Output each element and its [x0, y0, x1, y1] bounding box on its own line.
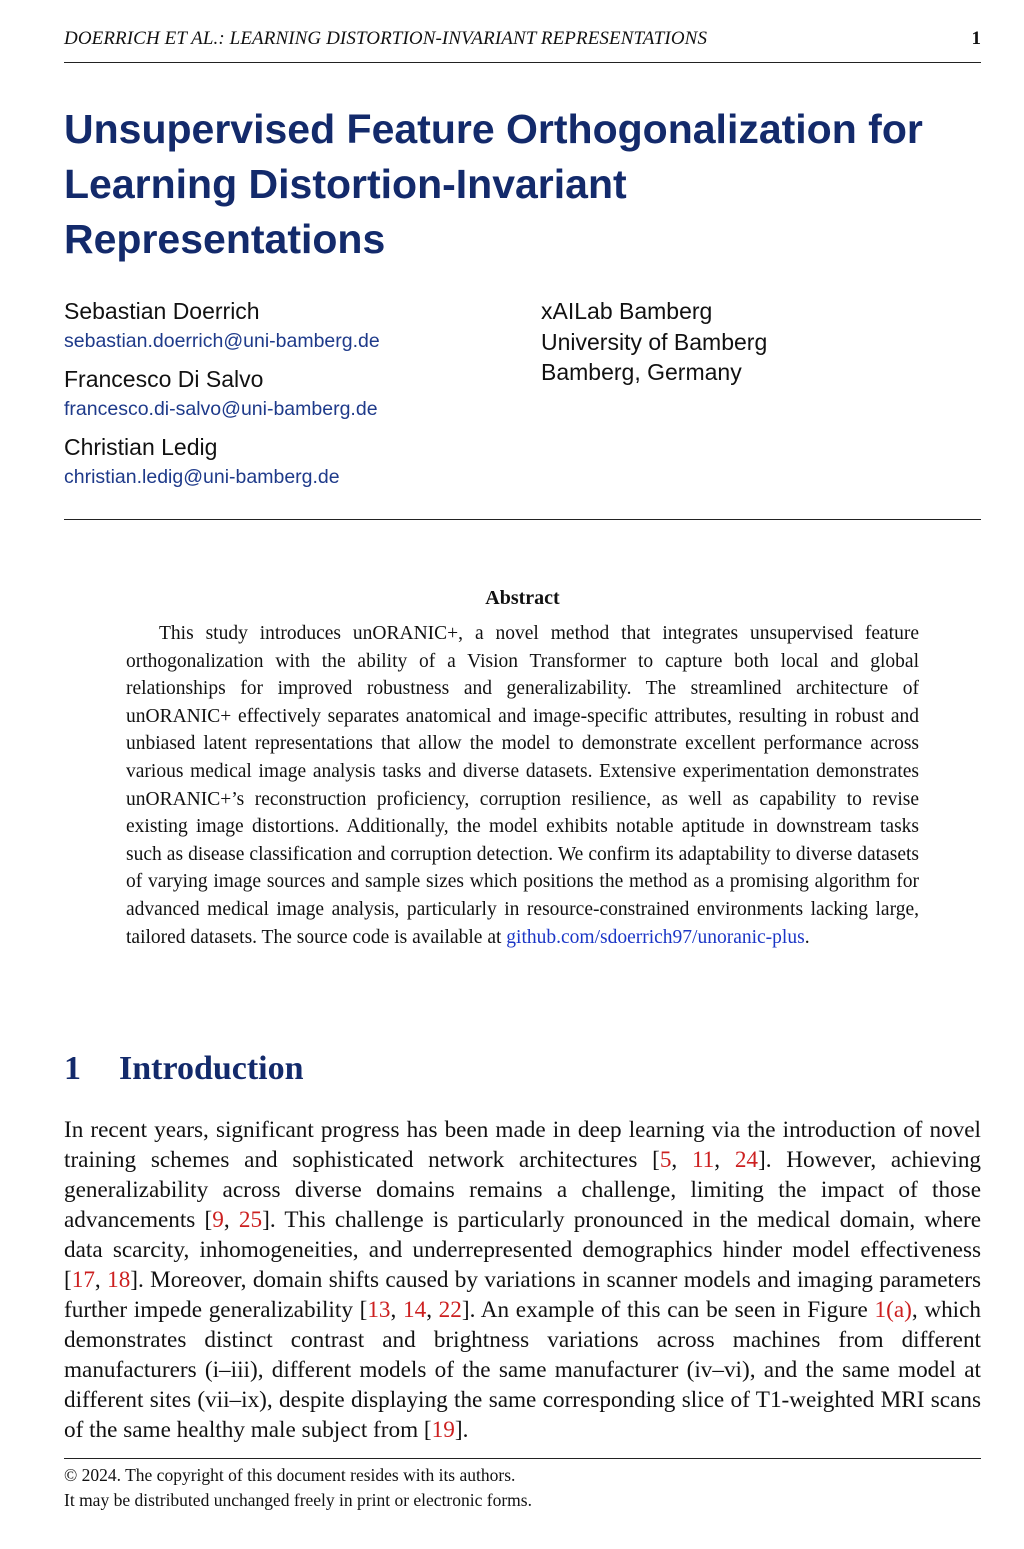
- intro-sep: ,: [714, 1147, 735, 1173]
- citation-link[interactable]: 19: [431, 1417, 455, 1443]
- intro-text: ]. An example of this can be seen in Figure: [461, 1297, 875, 1323]
- citation-link[interactable]: 18: [107, 1267, 131, 1293]
- intro-sep: ,: [94, 1267, 108, 1293]
- section-title: Introduction: [119, 1050, 304, 1087]
- intro-text: ].: [454, 1417, 469, 1443]
- citation-link[interactable]: 13: [367, 1297, 391, 1323]
- author-email-link[interactable]: christian.ledig@uni-bamberg.de: [64, 466, 340, 488]
- section-heading: [64, 1050, 304, 1088]
- intro-text: In recent years, significant progress has been made in deep learning via the introduction of novel training schemes and sophisticated network architectures [: [64, 1117, 981, 1173]
- paper-title: [64, 102, 994, 267]
- citation-link[interactable]: 11: [691, 1147, 715, 1173]
- citation-link[interactable]: 17: [71, 1267, 95, 1293]
- title-line-2: Learning Distortion-Invariant: [64, 161, 627, 207]
- intro-paragraph: [64, 1115, 981, 1445]
- intro-text: ]. Moreover, domain shifts caused by variations in scanner models and imaging parameters further impede generalizability [: [64, 1267, 982, 1323]
- source-code-link[interactable]: github.com/sdoerrich97/unoranic-plus: [506, 926, 805, 948]
- author-name: Christian Ledig: [64, 434, 218, 460]
- citation-link[interactable]: 24: [734, 1147, 759, 1173]
- title-line-3: Representations: [64, 216, 386, 262]
- running-head: DOERRICH ET AL.: LEARNING DISTORTION-INVARIANT REPRESENTATIONS: [64, 28, 708, 49]
- footer-line: © 2024. The copyright of this document resides with its authors.: [64, 1465, 516, 1485]
- abstract-text: This study introduces unORANIC+, a novel method that integrates unsupervised feature orthogonalization with the ability of a Vision Transformer to capture both local and global relationships for improved robustness and generalizability. The streamlined architecture of unORANIC+ effectively separates anatomical and image-specific attributes, resulting in robust and unbiased latent representations that allow the model to demonstrate excellent performance across various medical image analysis tasks and diverse datasets. Extensive experimentation demonstrates unORANIC+’s reconstruction proficiency, corruption resilience, as well as capability to revise existing image distortions. Additionally, the model exhibits notable aptitude in downstream tasks such as disease classification and corruption detection. We confirm its adaptability to diverse datasets of varying image sources and sample sizes which positions the method as a promising algorithm for advanced medical image analysis, particularly in resource-constrained environments lacking large, tailored datasets. The source code is available at: [126, 623, 919, 948]
- affiliation-line: Bamberg, Germany: [541, 359, 742, 385]
- citation-link[interactable]: 14: [403, 1297, 427, 1323]
- footer-line: It may be distributed unchanged freely in print or electronic forms.: [64, 1490, 532, 1510]
- abstract-section: [126, 587, 919, 951]
- affiliation-line: University of Bamberg: [541, 328, 768, 355]
- figure-reference-link[interactable]: 1(a): [874, 1297, 912, 1323]
- footer-divider: [64, 1458, 981, 1459]
- intro-sep: ,: [223, 1207, 239, 1233]
- page-header: [64, 26, 981, 63]
- abstract-body: [126, 620, 919, 951]
- arxiv-stamp: [54, 0, 105, 92]
- page-number: 1: [971, 28, 981, 49]
- intro-text: , which demonstrates distinct contrast and brightness variations across machines from different manufacturers (i–iii), different models of the same manufacturer (iv–vi), and the same model at different sites (vii–ix), despite displaying the same corresponding slice of T1-weighted MRI scans of the same healthy male subject from [: [64, 1297, 981, 1443]
- citation-link[interactable]: 22: [438, 1297, 462, 1323]
- section-number: 1: [64, 1050, 81, 1087]
- intro-sep: ,: [390, 1297, 403, 1323]
- citation-link[interactable]: 9: [212, 1207, 224, 1233]
- author-email-link[interactable]: sebastian.doerrich@uni-bamberg.de: [64, 330, 380, 352]
- author-list: [64, 296, 534, 500]
- author-name: Sebastian Doerrich: [64, 298, 260, 324]
- author-name: Francesco Di Salvo: [64, 366, 264, 392]
- title-line-1: Unsupervised Feature Orthogonalization for: [64, 106, 923, 152]
- affiliation: [541, 296, 767, 388]
- author-email-link[interactable]: francesco.di-salvo@uni-bamberg.de: [64, 398, 378, 420]
- abstract-end: .: [804, 926, 810, 948]
- abstract-heading: Abstract: [485, 587, 560, 609]
- citation-link[interactable]: 25: [238, 1207, 263, 1233]
- intro-sep: ,: [671, 1147, 692, 1173]
- affiliation-line: xAILab Bamberg: [541, 298, 713, 324]
- copyright-footer: [64, 1463, 532, 1513]
- intro-text: ]. This challenge is particularly pronounced in the medical domain, where data scarcity, inhomogeneities, and underrepresented demographics hinder model effectiveness [: [64, 1207, 982, 1293]
- intro-text: ]. However, achieving generalizability across diverse domains remains a challenge, limiting the impact of those advancements [: [64, 1147, 982, 1233]
- intro-sep: ,: [426, 1297, 439, 1323]
- citation-link[interactable]: 5: [659, 1147, 672, 1173]
- author-divider: [64, 519, 981, 520]
